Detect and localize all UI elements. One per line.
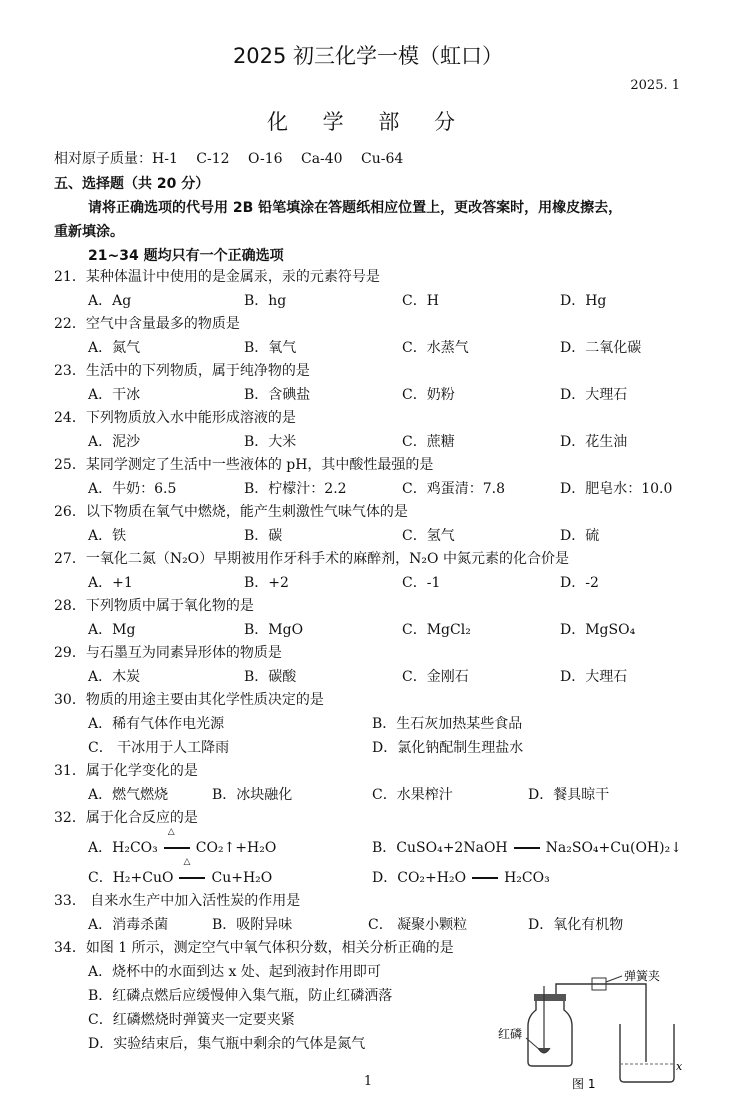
question-stem: 25．某同学测定了生活中一些液体的 pH，其中酸性最强的是: [54, 457, 434, 473]
question-stem: 29．与石墨互为同素异形体的物质是: [54, 645, 282, 661]
option-b: B．大米: [244, 434, 297, 450]
option-a: A．木炭: [88, 669, 141, 685]
option-d: D．硫: [560, 528, 600, 544]
option-a: A．烧杯中的水面到达 x 处、起到液封作用即可: [88, 964, 381, 980]
option-a: A．氮气: [88, 340, 141, 356]
option-c: C．MgCl₂: [402, 622, 471, 638]
question-stem: 22．空气中含量最多的物质是: [54, 316, 240, 332]
option-d: D．肥皂水：10.0: [560, 481, 673, 497]
option-b: B．生石灰加热某些食品: [372, 716, 523, 732]
option-b: B．hg: [244, 293, 287, 309]
option-d: D．二氧化碳: [560, 340, 642, 356]
gas-bottle: [528, 1000, 572, 1066]
eq-a-label: A．: [88, 840, 113, 856]
option-c: C．红磷燃烧时弹簧夹一定要夹紧: [88, 1012, 295, 1028]
eq-d-label: D．: [372, 870, 398, 886]
part-heading: 五、选择题（共 20 分）: [54, 176, 210, 192]
figure-caption: 图 1: [572, 1077, 596, 1091]
label-x: x: [676, 1060, 683, 1073]
exam-date: 2025. 1: [630, 78, 680, 93]
eq-b-right: Na₂SO₄+Cu(OH)₂↓: [545, 840, 682, 856]
eq-d-left: CO₂+H₂O: [397, 870, 467, 886]
equation-c: [88, 857, 273, 887]
eq-a-right: CO₂↑+H₂O: [195, 840, 277, 856]
eq-b-left: CuSO₄+2NaOH: [396, 840, 508, 856]
reaction-arrow: [472, 877, 498, 879]
option-a: A．燃气燃烧: [88, 787, 169, 803]
equation-a: [88, 827, 277, 857]
option-a: A．铁: [88, 528, 127, 544]
stopper: [534, 994, 566, 1001]
eq-b-label: B．: [372, 840, 397, 856]
option-d: D．氧化有机物: [528, 917, 624, 933]
page-number: 1: [363, 1074, 373, 1089]
glass-tube: [556, 984, 646, 1062]
equation-d: [372, 867, 550, 887]
heat-symbol: △: [167, 827, 175, 837]
option-b: B．吸附异味: [212, 917, 293, 933]
page-title: 2025 初三化学一模（虹口）: [232, 44, 504, 68]
question-stem: 30．物质的用途主要由其化学性质决定的是: [54, 692, 324, 708]
eq-a-left: H₂CO₃: [112, 840, 158, 856]
option-b: B．冰块融化: [212, 787, 293, 803]
eq-c-right: Cu+H₂O: [211, 870, 273, 886]
option-c: C．金刚石: [402, 669, 469, 685]
question-stem: 23．生活中的下列物质，属于纯净物的是: [54, 363, 310, 379]
option-b: B．柠檬汁：2.2: [244, 481, 347, 497]
question-stem: 21．某种体温计中使用的是金属汞，汞的元素符号是: [54, 269, 380, 285]
subheading: 21~34 题均只有一个正确选项: [88, 248, 284, 264]
option-b: B．红磷点燃后应缓慢伸入集气瓶，防止红磷洒落: [88, 988, 393, 1004]
option-c: C． 凝聚小颗粒: [368, 917, 468, 933]
eq-c-left: H₂+CuO: [112, 870, 174, 886]
atomic-mass-line: 相对原子质量：H-1 C-12 O-16 Ca-40 Cu-64: [54, 151, 404, 167]
question-stem: 28．下列物质中属于氧化物的是: [54, 598, 254, 614]
option-c: C． 干冰用于人工降雨: [88, 740, 230, 756]
equation-b: [372, 837, 682, 857]
option-d: D．Hg: [560, 293, 607, 309]
option-a: A．干冰: [88, 387, 141, 403]
spoon-bowl: [538, 1048, 550, 1053]
option-d: D．餐具晾干: [528, 787, 610, 803]
option-b: B．MgO: [244, 622, 304, 638]
option-d: D．大理石: [560, 669, 628, 685]
question-stem: 26．以下物质在氧气中燃烧，能产生刺激性气味气体的是: [54, 504, 408, 520]
option-d: D．大理石: [560, 387, 628, 403]
question-stem: 24．下列物质放入水中能形成溶液的是: [54, 410, 296, 426]
option-c: C．奶粉: [402, 387, 455, 403]
option-b: B．+2: [244, 575, 289, 591]
option-a: A．+1: [88, 575, 133, 591]
question-stem: 32．属于化合反应的是: [54, 810, 198, 826]
option-c: C．水果榨汁: [372, 787, 453, 803]
option-d: D．实验结束后，集气瓶中剩余的气体是氮气: [88, 1036, 366, 1052]
option-d: D．花生油: [560, 434, 628, 450]
option-a: A．Ag: [88, 293, 132, 309]
reaction-arrow: [514, 847, 540, 849]
option-d: D．-2: [560, 575, 599, 591]
heat-symbol: △: [183, 857, 191, 867]
option-b: B．含碘盐: [244, 387, 311, 403]
option-b: B．碳酸: [244, 669, 297, 685]
instruction-line1: 请将正确选项的代号用 2B 铅笔填涂在答题纸相应位置上，更改答案时，用橡皮擦去，: [88, 200, 623, 216]
option-c: C．H: [402, 293, 439, 309]
clip-pointer: [606, 976, 622, 982]
option-d: D．氯化钠配制生理盐水: [372, 740, 524, 756]
option-a: A．消毒杀菌: [88, 917, 169, 933]
option-a: A．稀有气体作电光源: [88, 716, 225, 732]
instruction-line2: 重新填涂。: [54, 224, 124, 240]
eq-c-label: C．: [88, 870, 113, 886]
eq-d-right: H₂CO₃: [504, 870, 550, 886]
option-a: A．牛奶：6.5: [88, 481, 177, 497]
question-stem: 31．属于化学变化的是: [54, 763, 198, 779]
option-a: A．泥沙: [88, 434, 141, 450]
option-c: C．水蒸气: [402, 340, 469, 356]
option-b: B．氧气: [244, 340, 297, 356]
option-c: C．鸡蛋清：7.8: [402, 481, 505, 497]
option-d: D．MgSO₄: [560, 622, 636, 638]
reaction-arrow: [164, 847, 190, 849]
label-spring-clip: 弹簧夹: [624, 969, 661, 983]
question-stem: 27．一氧化二氮（N₂O）早期被用作牙科手术的麻醉剂，N₂O 中氮元素的化合价是: [54, 551, 569, 567]
question-stem: 33． 自来水生产中加入活性炭的作用是: [54, 893, 301, 909]
option-c: C．-1: [402, 575, 441, 591]
question-stem: 34．如图 1 所示，测定空气中氧气体积分数，相关分析正确的是: [54, 940, 454, 956]
label-red-phosphorus: 红磷: [498, 1027, 523, 1041]
section-title: 化 学 部 分: [266, 110, 470, 134]
option-c: C．蔗糖: [402, 434, 455, 450]
option-b: B．碳: [244, 528, 283, 544]
reaction-arrow: [179, 877, 205, 879]
option-a: A．Mg: [88, 622, 136, 638]
option-c: C．氢气: [402, 528, 455, 544]
